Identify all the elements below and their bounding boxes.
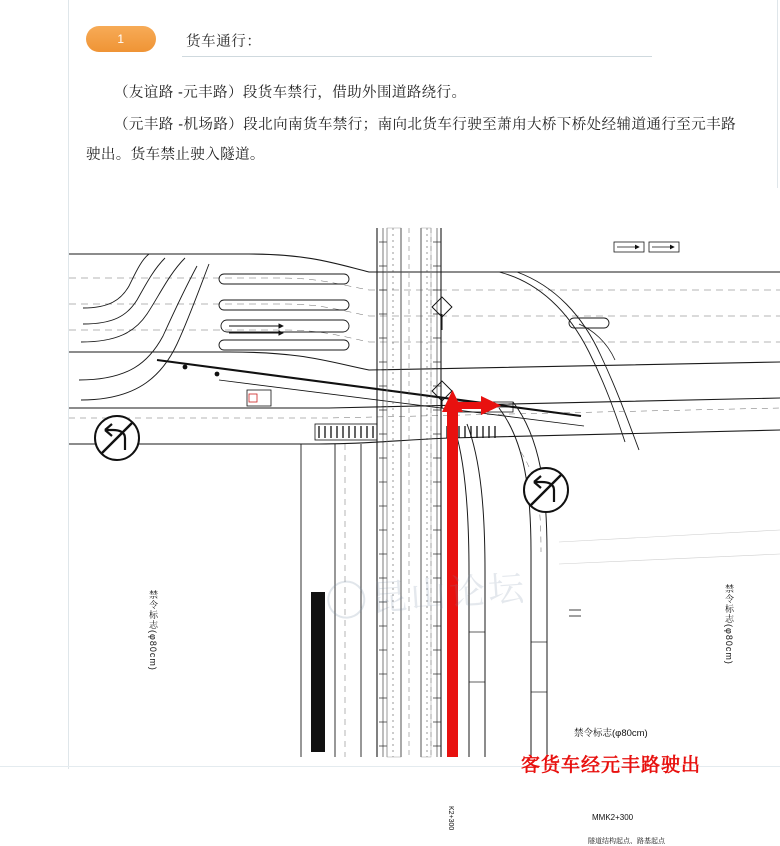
right-sign-caption: 禁令标志(φ80cm)	[724, 584, 734, 665]
watermark-text: 昆山论坛	[369, 568, 529, 619]
no-left-turn-sign-left	[95, 416, 139, 460]
road-plan-drawing	[69, 212, 780, 757]
section-title-underline	[182, 56, 652, 57]
section-header	[86, 26, 646, 60]
station-sub-label: 隧道结构起点、路基起点	[588, 838, 665, 845]
chainage-label: K2+300	[447, 806, 454, 831]
section-title: 货车通行：	[186, 34, 262, 50]
section-number-badge: 1	[86, 26, 156, 52]
right-margin-rule	[777, 0, 778, 188]
paragraph-2: （元丰路 -机场路）段北向南货车禁行；南向北货车行驶至萧甪大桥下桥处经辅道通行至元丰路驶出。货车禁止驶入隧道。	[86, 117, 736, 163]
center-sign-caption: 禁令标志(φ80cm)	[574, 728, 648, 739]
left-sign-caption: 禁令标志(φ80cm)	[148, 590, 158, 671]
paragraph-1: （友谊路 -元丰路）段货车禁行，借助外围道路绕行。	[114, 85, 467, 101]
body-text	[86, 78, 736, 172]
red-route-annotation: 客货车经元丰路驶出	[521, 755, 702, 776]
no-left-turn-sign-right	[524, 468, 568, 512]
road-plan-figure	[69, 212, 780, 845]
station-label: MMK2+300	[592, 813, 634, 822]
